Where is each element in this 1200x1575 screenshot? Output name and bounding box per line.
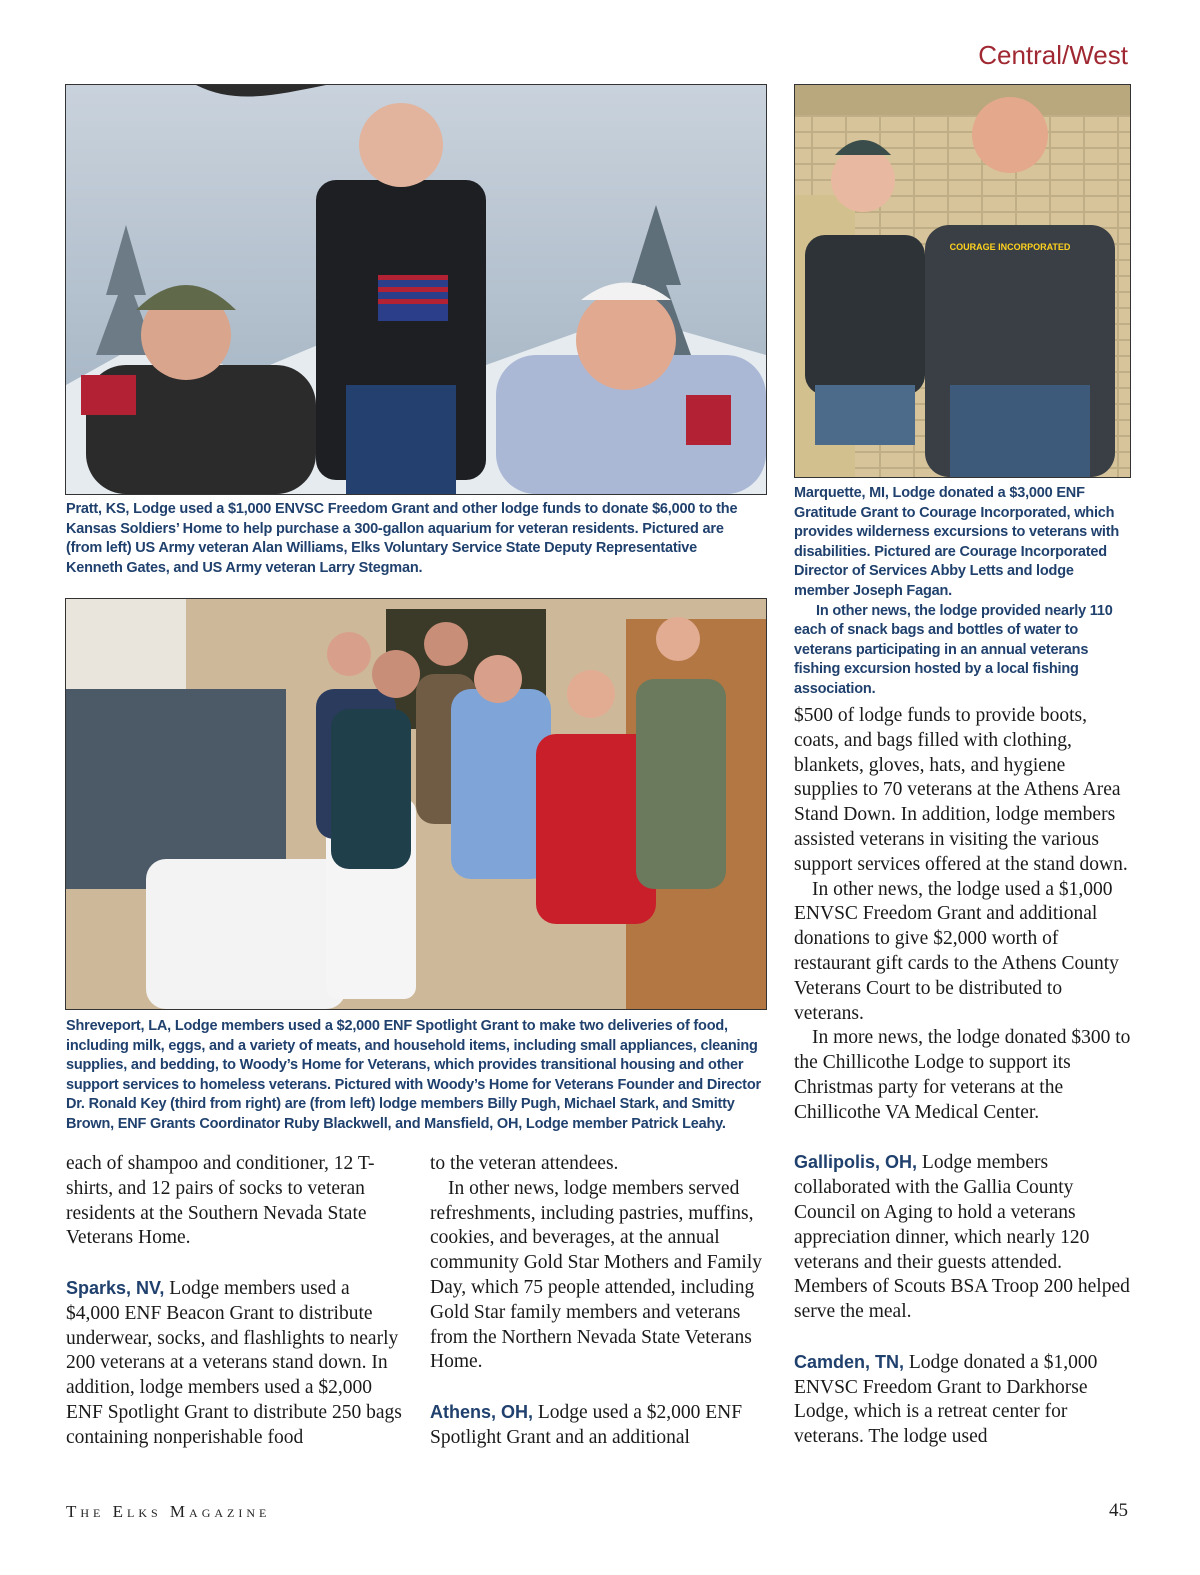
gallipolis-place: Gallipolis, OH, — [794, 1152, 918, 1173]
athens-place: Athens, OH, — [430, 1401, 534, 1422]
photo-shreveport — [65, 598, 767, 1010]
col2-paragraph-2: In other news, lodge members served refreshments, including pastries, muffins, cookies, and beverages, at the annual community Gold Star Mothers and Family Day, which 75 people attended, including Gold Star family members and veterans from the Northern Nevada State Veterans Home. — [430, 1177, 763, 1373]
column-1 — [66, 1152, 402, 1451]
sparks-paragraph — [66, 1276, 402, 1451]
camden-place: Camden, TN, — [794, 1351, 905, 1372]
section-label: Central/West — [978, 40, 1128, 70]
caption-shreveport-text: Lodge members used a $2,000 ENF Spotlight Grant to make two deliveries of food, including milk, eggs, and a variety of meats, and household items, including small appliances, cleaning supplies, and bedding, to Woody’s Home for Veterans, which provides transitional housing and other support services to homeless veterans. Pictured with Woody’s Home for Veterans Founder and Director Dr. Ronald Key (third from right) are (from left) lodge members Billy Pugh, Michael Stark, and Smitty Brown, ENF Grants Coordinator Ruby Blackwell, and Mansfield, OH, Lodge member Patrick Leahy. — [66, 1018, 761, 1132]
photo-marquette — [794, 84, 1131, 478]
photo-three-men-flags-icon — [66, 85, 766, 494]
caption-marquette-place: Marquette, MI, — [794, 485, 889, 501]
caption-marquette-text2: In other news, the lodge provided nearly 110 each of snack bags and bottles of water to veterans participating in an annual veterans fishing excursion hosted by a local fishing association. — [794, 602, 1113, 697]
marquette-shirt-text: COURAGE INCORPORATED — [949, 242, 1071, 252]
sparks-text: Lodge members used a $4,000 ENF Beacon Grant to distribute underwear, socks, and flashlights to nearly 200 veterans at a veterans stand down. In addition, lodge members used a $2,000 ENF Spotlight Grant to distribute 250 bags containing nonperishable food — [66, 1277, 402, 1448]
caption-pratt-place: Pratt, KS, — [66, 501, 130, 517]
caption-pratt — [66, 500, 756, 578]
column-3 — [794, 704, 1134, 1450]
col2-paragraph-1: to the veteran attendees. — [430, 1153, 619, 1174]
sparks-place: Sparks, NV, — [66, 1277, 165, 1298]
photo-two-people-courage-shirts-icon — [795, 85, 1130, 477]
camden-paragraph — [794, 1350, 1134, 1450]
athens-text: Lodge used a $2,000 ENF Spotlight Grant and an additional — [430, 1401, 743, 1448]
col1-paragraph: each of shampoo and conditioner, 12 T-shirts, and 12 pairs of socks to veteran residents at the Southern Nevada State Veterans Home. — [66, 1153, 375, 1249]
gallipolis-paragraph — [794, 1150, 1134, 1325]
caption-marquette — [794, 484, 1129, 700]
magazine-title: The Elks Magazine — [66, 1502, 271, 1521]
athens-paragraph — [430, 1400, 770, 1451]
page-number: 45 — [1109, 1500, 1128, 1521]
col3-paragraph-2: In other news, the lodge used a $1,000 ENVSC Freedom Grant and additional donations to give $2,000 worth of restaurant gift cards to the Athens County Veterans Court to be distributed to veterans. — [794, 878, 1119, 1024]
caption-shreveport-place: Shreveport, LA, — [66, 1018, 171, 1034]
caption-shreveport — [66, 1017, 761, 1135]
col3-paragraph-3: In more news, the lodge donated $300 to the Chillicothe Lodge to support its Christmas party for veterans at the Chillicothe VA Medical Center. — [794, 1027, 1131, 1123]
photo-pratt — [65, 84, 767, 495]
caption-pratt-text: Lodge used a $1,000 ENVSC Freedom Grant and other lodge funds to donate $6,000 to the Kansas Soldiers’ Home to help purchase a 300-gallon aquarium for veteran residents. Pictured are (from left) US Army veteran Alan Williams, Elks Voluntary Service State Deputy Representative Kenneth Gates, and US Army veteran Larry Stegman. — [66, 501, 738, 576]
gallipolis-text: Lodge members collaborated with the Gallia County Council on Aging to hold a veterans appreciation dinner, which nearly 120 veterans and their guests attended. Members of Scouts BSA Troop 200 helped serve the meal. — [794, 1152, 1130, 1323]
caption-marquette-text: Lodge donated a $3,000 ENF Gratitude Grant to Courage Incorporated, which provides wilderness excursions to veterans with disabilities. Pictured are Courage Incorporated Director of Services Abby Letts and lodge member Joseph Fagan. — [794, 485, 1120, 599]
camden-text: Lodge donated a $1,000 ENVSC Freedom Grant to Darkhorse Lodge, which is a retreat center for veterans. The lodge used — [794, 1351, 1098, 1448]
col3-paragraph-1: $500 of lodge funds to provide boots, coats, and bags filled with clothing, blankets, gloves, hats, and hygiene supplies to 70 veterans at the Athens Area Stand Down. In addition, lodge members assisted veterans in visiting the various support services offered at the stand down. — [794, 705, 1128, 875]
column-2 — [430, 1152, 770, 1451]
photo-group-with-supplies-icon — [66, 599, 766, 1009]
